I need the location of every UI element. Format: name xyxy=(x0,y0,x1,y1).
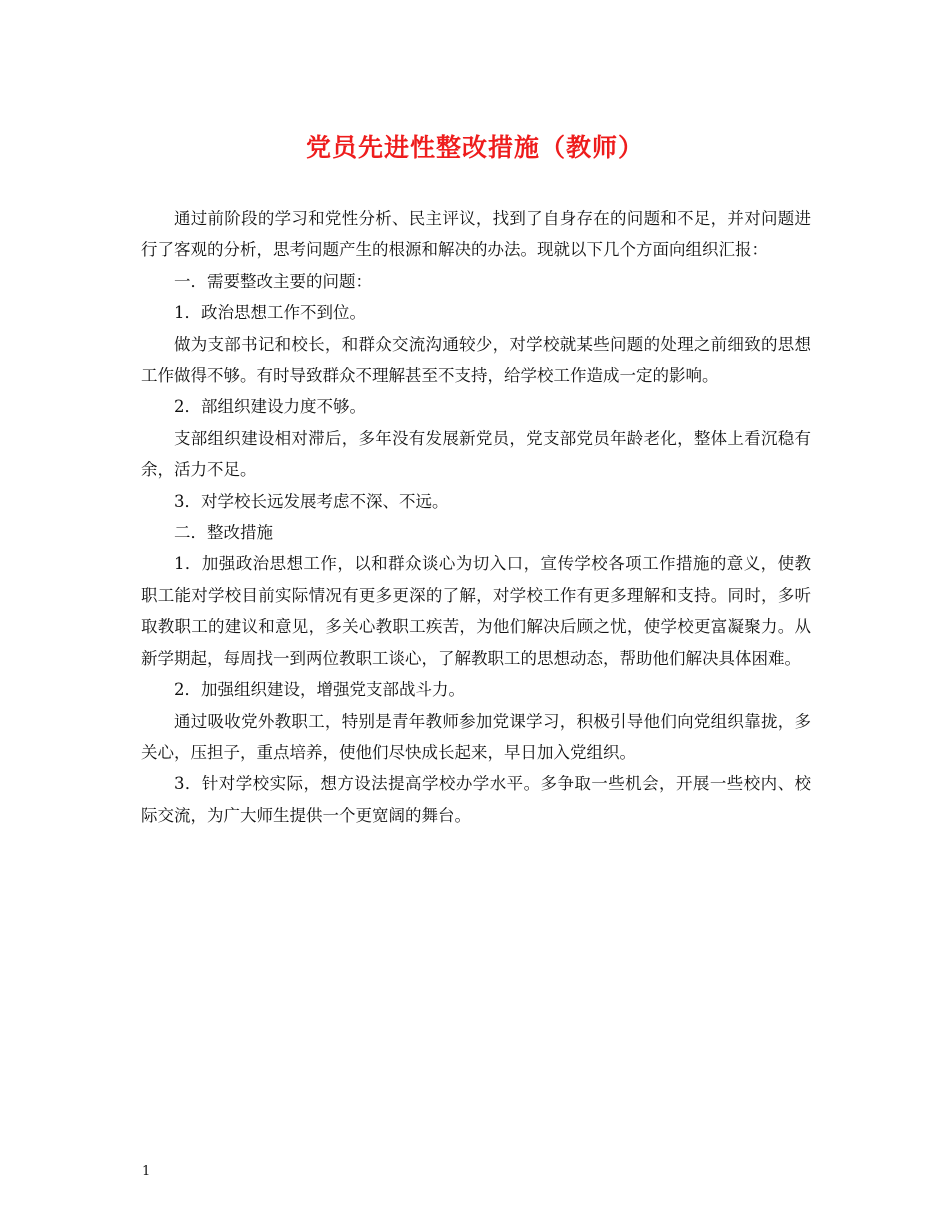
document-title: 党员先进性整改措施（教师） xyxy=(305,133,644,162)
problem-3-heading: 3．对学校长远发展考虑不深、不远。 xyxy=(174,491,449,511)
problem-1-heading: 1．政治思想工作不到位。 xyxy=(174,303,366,323)
problem-2-text: 支部组织建设相对滞后，多年没有发展新党员，党支部党员年龄老化，整体上看沉稳有余，活力不足。 xyxy=(141,428,811,480)
section-heading-measures: 二．整改措施 xyxy=(174,523,273,543)
body-paragraph-intro: 通过前阶段的学习和党性分析、民主评议，找到了自身存在的问题和不足，并对问题进行了客观的分析，思考问题产生的根源和解决的办法。现就以下几个方面向组织汇报： xyxy=(141,209,811,260)
section-heading-problems: 一．需要整改主要的问题： xyxy=(174,271,372,291)
problem-2-heading: 2．部组织建设力度不够。 xyxy=(174,397,366,417)
problem-1-text: 做为支部书记和校长，和群众交流沟通较少，对学校就某些问题的处理之前细致的思想工作做得不够。有时导致群众不理解甚至不支持，给学校工作造成一定的影响。 xyxy=(141,334,811,386)
measure-2-text: 通过吸收党外教职工，特别是青年教师参加党课学习，积极引导他们向党组织靠拢，多关心，压担子，重点培养，使他们尽快成长起来，早日加入党组织。 xyxy=(141,711,811,762)
page-number: 1 xyxy=(142,1164,151,1179)
measure-1-text: 1．加强政治思想工作，以和群众谈心为切入口，宣传学校各项工作措施的意义，使教职工能对学校目前实际情况有更多更深的了解，对学校工作有更多理解和支持。同时，多听取教职工的建议和意见，多关心教职工疾苦，为他们解决后顾之忧，使学校更富凝聚力。从新学期起，每周找一到两位教职工谈心，了解教职工的思想动态，帮助他们解决具体困难。 xyxy=(141,554,811,668)
measure-3-text: 3．针对学校实际，想方设法提高学校办学水平。多争取一些机会，开展一些校内、校际交流，为广大师生提供一个更宽阔的舞台。 xyxy=(141,774,811,825)
document-body xyxy=(141,203,811,831)
measure-2-heading: 2．加强组织建设，增强党支部战斗力。 xyxy=(174,680,465,700)
